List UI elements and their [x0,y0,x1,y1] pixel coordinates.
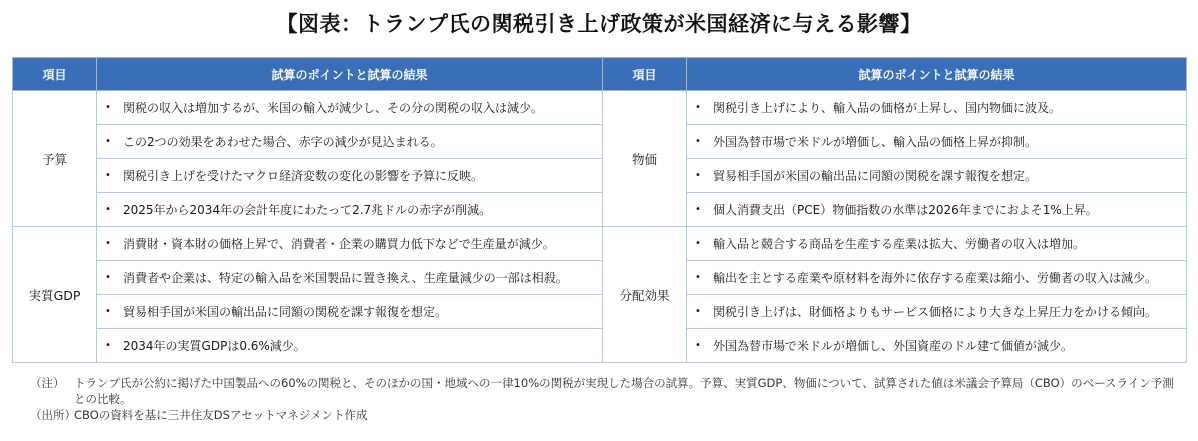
bullet-icon: • [105,306,111,317]
left-point-cell [97,91,603,125]
note-row [30,375,1180,407]
point-text: 輸入品と競合する商品を生産する産業は拡大、労働者の収入は増加。 [713,237,1086,251]
table-header-row [13,58,1187,91]
left-point-cell [97,227,603,261]
bullet-icon: • [105,136,111,147]
bullet-icon: • [105,170,111,181]
table-row [13,329,1187,363]
left-point-cell [97,193,603,227]
bullet-icon: • [105,204,111,215]
source-label: （出所） [30,408,76,422]
bullet-icon: • [695,238,701,249]
note-text: トランプ氏が公約に掲げた中国製品への60%の関税と、そのほかの国・地域への一律10%の関税が実現した場合の試算。予算、実質GDP、物価について、試算された値は米議会予算局（CBO）のベースライン予測との比較。 [74,376,1174,406]
header-points-right: 試算のポイントと試算の結果 [687,58,1187,91]
bullet-icon: • [105,238,111,249]
point-text: 外国為替市場で米ドルが増価し、輸入品の価格上昇が抑制。 [713,135,1038,149]
bullet-icon: • [695,306,701,317]
header-item-right: 項目 [603,58,687,91]
right-category-cell: 分配効果 [603,227,687,363]
left-point-cell [97,261,603,295]
point-text: 個人消費支出（PCE）物価指数の水準は2026年までにおよそ1%上昇。 [713,203,1098,217]
footnotes [30,375,1180,423]
source-text: CBOの資料を基に三井住友DSアセットマネジメント作成 [74,408,368,422]
bullet-icon: • [695,136,701,147]
bullet-icon: • [695,204,701,215]
point-text: 関税の収入は増加するが、米国の輸入が減少し、その分の関税の収入は減少。 [123,101,544,115]
header-item-left: 項目 [13,58,97,91]
point-text: 消費財・資本財の価格上昇で、消費者・企業の購買力低下などで生産量が減少。 [123,237,555,251]
bullet-icon: • [105,340,111,351]
right-point-cell [687,125,1187,159]
point-text: 外国為替市場で米ドルが増価し、外国資産のドル建て価値が減少。 [713,339,1074,353]
table-row [13,227,1187,261]
point-text: 関税引き上げを受けたマクロ経済変数の変化の影響を予算に反映。 [123,169,484,183]
point-text: この2つの効果をあわせた場合、赤字の減少が見込まれる。 [123,135,443,149]
point-text: 輸出を主とする産業や原材料を海外に依存する産業は縮小、労働者の収入は減少。 [713,271,1158,285]
right-category-cell: 物価 [603,91,687,227]
table-row [13,125,1187,159]
point-text: 消費者や企業は、特定の輸入品を米国製品に置き換え、生産量減少の一部は相殺。 [123,271,568,285]
bullet-icon: • [695,340,701,351]
right-point-cell [687,295,1187,329]
note-label: （注） [30,376,65,390]
point-text: 関税引き上げは、財価格よりもサービス価格により大きな上昇圧力をかける傾向。 [713,305,1158,319]
table-row [13,193,1187,227]
right-point-cell [687,329,1187,363]
point-text: 2025年から2034年の会計年度にわたって2.7兆ドルの赤字が削減。 [123,203,492,217]
bullet-icon: • [105,272,111,283]
left-point-cell [97,159,603,193]
table-row [13,159,1187,193]
bullet-icon: • [695,170,701,181]
right-point-cell [687,193,1187,227]
left-point-cell [97,125,603,159]
left-category-cell: 予算 [13,91,97,227]
right-point-cell [687,91,1187,125]
source-row [30,407,1180,423]
right-point-cell [687,227,1187,261]
table-row [13,91,1187,125]
right-point-cell [687,261,1187,295]
header-points-left: 試算のポイントと試算の結果 [97,58,603,91]
table-row [13,261,1187,295]
bullet-icon: • [695,272,701,283]
bullet-icon: • [105,102,111,113]
left-point-cell [97,295,603,329]
left-point-cell [97,329,603,363]
point-text: 2034年の実質GDPは0.6%減少。 [123,339,306,353]
point-text: 貿易相手国が米国の輸出品に同額の関税を課す報復を想定。 [123,305,448,319]
point-text: 関税引き上げにより、輸入品の価格が上昇し、国内物価に波及。 [713,101,1062,115]
impact-table [12,57,1187,363]
right-point-cell [687,159,1187,193]
left-category-cell: 実質GDP [13,227,97,363]
page-title: 【図表：トランプ氏の関税引き上げ政策が米国経済に与える影響】 [276,12,922,36]
table-row [13,295,1187,329]
point-text: 貿易相手国が米国の輸出品に同額の関税を課す報復を想定。 [713,169,1038,183]
table-body [13,91,1187,363]
bullet-icon: • [695,102,701,113]
